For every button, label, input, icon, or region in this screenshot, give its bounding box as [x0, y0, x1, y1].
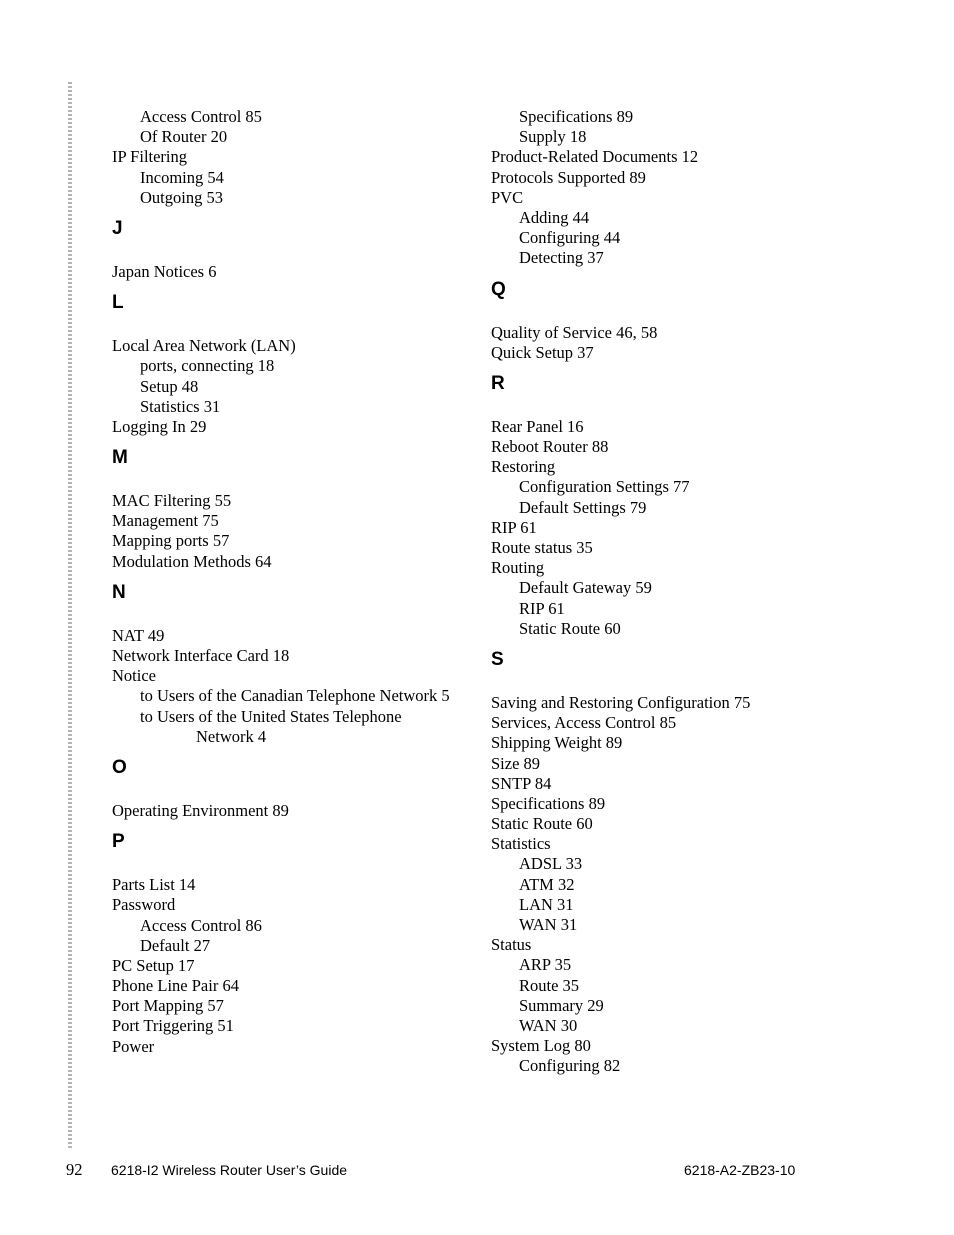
index-entry: Reboot Router 88: [491, 437, 609, 457]
index-entry: Status: [491, 935, 532, 955]
index-subentry: Configuring 44: [519, 228, 621, 248]
index-letter-heading: O: [112, 756, 127, 778]
index-subentry: Access Control 86: [140, 915, 262, 935]
index-subentry: Default Gateway 59: [519, 578, 652, 598]
index-subentry: Incoming 54: [140, 167, 224, 187]
index-letter-heading: J: [112, 217, 123, 239]
index-column-left: [112, 107, 482, 1057]
index-subentry: Adding 44: [519, 207, 590, 227]
index-entry: PVC: [491, 187, 524, 207]
index-entry: Size 89: [491, 753, 541, 773]
index-subentry: Static Route 60: [519, 618, 621, 638]
index-entry: Specifications 89: [491, 793, 606, 813]
index-letter-heading: P: [112, 831, 125, 853]
index-entry: NAT 49: [112, 625, 165, 645]
index-letter-heading: Q: [491, 278, 506, 300]
index-subentry: Network 4: [196, 726, 267, 746]
index-entry: Routing: [491, 558, 545, 578]
index-entry: SNTP 84: [491, 773, 552, 793]
index-entry: Port Triggering 51: [112, 1016, 234, 1036]
index-subentry: Detecting 37: [519, 248, 604, 268]
index-subentry: Default Settings 79: [519, 497, 647, 517]
index-letter-heading: R: [491, 372, 505, 394]
index-subentry: to Users of the Canadian Telephone Network 5: [140, 686, 450, 706]
index-subentry: Outgoing 53: [140, 187, 223, 207]
index-subentry: Configuration Settings 77: [519, 477, 690, 497]
index-subentry: ADSL 33: [519, 854, 583, 874]
index-subentry: Statistics 31: [140, 396, 221, 416]
index-entry: Static Route 60: [491, 814, 593, 834]
index-subentry: ports, connecting 18: [140, 356, 275, 376]
index-subentry: WAN 30: [519, 1015, 578, 1035]
index-subentry: Route 35: [519, 975, 580, 995]
index-subentry: Setup 48: [140, 376, 199, 396]
index-entry: Saving and Restoring Configuration 75: [491, 692, 751, 712]
index-subentry: ATM 32: [519, 874, 575, 894]
index-entry: Japan Notices 6: [112, 261, 217, 281]
index-subentry: Summary 29: [519, 995, 604, 1015]
index-entry: Product-Related Documents 12: [491, 147, 699, 167]
index-subentry: Configuring 82: [519, 1056, 621, 1076]
index-entry: Services, Access Control 85: [491, 713, 677, 733]
index-entry: Notice: [112, 666, 156, 686]
index-entry: Parts List 14: [112, 875, 196, 895]
index-entry: Protocols Supported 89: [491, 167, 646, 187]
guide-title: 6218-I2 Wireless Router User’s Guide: [111, 1162, 348, 1178]
index-subentry: Specifications 89: [519, 107, 634, 126]
index-entry: PC Setup 17: [112, 955, 195, 975]
document-number: 6218-A2-ZB23-10: [684, 1162, 796, 1178]
index-subentry: Access Control 85: [140, 107, 262, 126]
index-entry: Local Area Network (LAN): [112, 336, 296, 356]
index-entry: Rear Panel 16: [491, 416, 584, 436]
index-entry: Power: [112, 1036, 155, 1056]
index-entry: IP Filtering: [112, 147, 188, 167]
index-entry: System Log 80: [491, 1036, 591, 1056]
index-letter-heading: L: [112, 292, 124, 314]
index-entry: Route status 35: [491, 538, 593, 557]
index-subentry: ARP 35: [519, 955, 572, 975]
index-entry: MAC Filtering 55: [112, 491, 232, 511]
index-subentry: WAN 31: [519, 915, 578, 934]
page-number: 92: [66, 1160, 83, 1179]
index-subentry: RIP 61: [519, 598, 565, 618]
margin-rule: [68, 82, 72, 1148]
index-subentry: LAN 31: [519, 894, 574, 914]
index-letter-heading: S: [491, 648, 504, 670]
index-entry: Phone Line Pair 64: [112, 976, 239, 996]
index-subentry: to Users of the United States Telephone: [140, 706, 402, 726]
index-entry: Network Interface Card 18: [112, 646, 290, 665]
index-entry: Operating Environment 89: [112, 800, 289, 820]
index-column-right: [491, 107, 861, 1077]
index-entry: Mapping ports 57: [112, 531, 230, 551]
index-entry: Logging In 29: [112, 416, 207, 436]
index-entry: RIP 61: [491, 517, 537, 537]
index-subentry: Supply 18: [519, 127, 587, 147]
index-entry: Password: [112, 895, 176, 915]
index-entry: Statistics: [491, 834, 551, 854]
index-entry: Management 75: [112, 511, 219, 531]
index-letter-heading: N: [112, 581, 126, 603]
index-subentry: Default 27: [140, 935, 211, 955]
index-entry: Shipping Weight 89: [491, 733, 623, 753]
index-entry: Quick Setup 37: [491, 342, 594, 362]
index-entry: Modulation Methods 64: [112, 551, 272, 571]
index-entry: Quality of Service 46, 58: [491, 322, 658, 342]
index-entry: Restoring: [491, 457, 556, 477]
index-entry: Port Mapping 57: [112, 996, 224, 1016]
index-subentry: Of Router 20: [140, 127, 228, 147]
index-letter-heading: M: [112, 447, 128, 469]
